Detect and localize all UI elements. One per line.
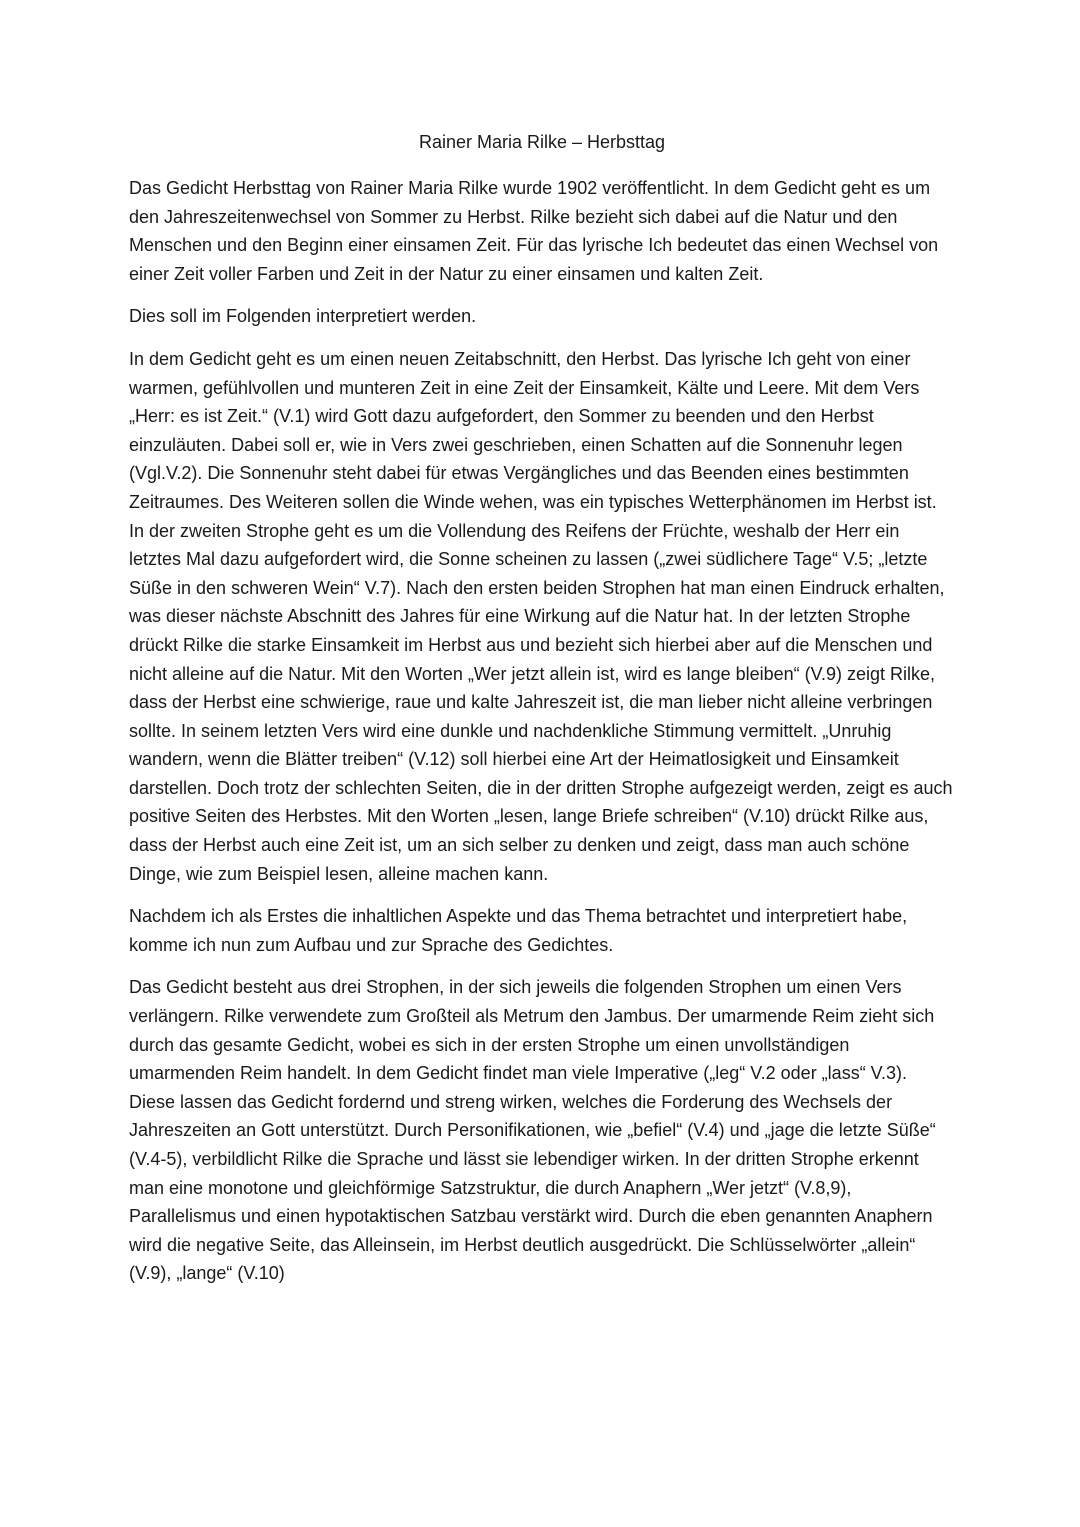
paragraph-content-interpretation: In dem Gedicht geht es um einen neuen Zeitabschnitt, den Herbst. Das lyrische Ich geht von einer warmen, gefühlvollen und munteren Zeit in eine Zeit der Einsamkeit, Kälte und Leere. Mit dem Vers „Herr: es ist Zeit.“ (V.1) wird Gott dazu aufgefordert, den Sommer zu beenden und den Herbst einzuläuten. Dabei soll er, wie in Vers zwei geschrieben, einen Schatten auf die Sonnenuhr legen (Vgl.V.2). Die Sonnenuhr steht dabei für etwas Vergängliches und das Beenden eines bestimmten Zeitraumes. Des Weiteren sollen die Winde wehen, was ein typisches Wetterphänomen im Herbst ist. In der zweiten Strophe geht es um die Vollendung des Reifens der Früchte, weshalb der Herr ein letztes Mal dazu aufgefordert wird, die Sonne scheinen zu lassen („zwei südlichere Tage“ V.5; „letzte Süße in den schweren Wein“ V.7). Nach den ersten beiden Strophen hat man einen Eindruck erhalten, was dieser nächste Abschnitt des Jahres für eine Wirkung auf die Natur hat. In der letzten Strophe drückt Rilke die starke Einsamkeit im Herbst aus und bezieht sich hierbei aber auf die Menschen und nicht alleine auf die Natur. Mit den Worten „Wer jetzt allein ist, wird es lange bleiben“ (V.9) zeigt Rilke, dass der Herbst eine schwierige, raue und kalte Jahreszeit ist, die man lieber nicht alleine verbringen sollte. In seinem letzten Vers wird eine dunkle und nachdenkliche Stimmung vermittelt. „Unruhig wandern, wenn die Blätter treiben“ (V.12) soll hierbei eine Art der Heimatlosigkeit und Einsamkeit darstellen. Doch trotz der schlechten Seiten, die in der dritten Strophe aufgezeigt werden, zeigt es auch positive Seiten des Herbstes. Mit den Worten „lesen, lange Briefe schreiben“ (V.10) drückt Rilke aus, dass der Herbst auch eine Zeit ist, um an sich selber zu denken und zeigt, dass man auch schöne Dinge, wie zum Beispiel lesen, alleine machen kann.	[129, 348, 953, 884]
document-title: Rainer Maria Rilke – Herbsttag	[418, 132, 666, 152]
document-body	[129, 128, 955, 1302]
paragraph-introduction: Das Gedicht Herbsttag von Rainer Maria Rilke wurde 1902 veröffentlicht. In dem Gedicht geht es um den Jahreszeitenwechsel von Sommer zu Herbst. Rilke bezieht sich dabei auf die Natur und den Menschen und den Beginn einer einsamen Zeit. Für das lyrische Ich bedeutet das einen Wechsel von einer Zeit voller Farben und Zeit in der Natur zu einer einsamen und kalten Zeit.	[129, 178, 939, 284]
paragraph-transition: Dies soll im Folgenden interpretiert werden.	[129, 306, 477, 327]
paragraph-structure-language: Das Gedicht besteht aus drei Strophen, in der sich jeweils die folgenden Strophen um einen Vers verlängern. Rilke verwendete zum Großteil als Metrum den Jambus. Der umarmende Reim zieht sich durch das gesamte Gedicht, wobei es sich in der ersten Strophe um einen unvollständigen umarmenden Reim handelt. In dem Gedicht findet man viele Imperative („leg“ V.2 oder „lass“ V.3). Diese lassen das Gedicht fordernd und streng wirken, welches die Forderung des Wechsels der Jahreszeiten an Gott unterstützt. Durch Personifikationen, wie „befiel“ (V.4) und „jage die letzte Süße“ (V.4-5), verbildlicht Rilke die Sprache und lässt sie lebendiger wirken. In der dritten Strophe erkennt man eine monotone und gleichförmige Satzstruktur, die durch Anaphern „Wer jetzt“ (V.8,9), Parallelismus und einen hypotaktischen Satzbau verstärkt wird. Durch die eben genannten Anaphern wird die negative Seite, das Alleinsein, im Herbst deutlich ausgedrückt. Die Schlüsselwörter „allein“ (V.9), „lange“ (V.10)	[129, 977, 936, 1284]
paragraph-structure-transition: Nachdem ich als Erstes die inhaltlichen Aspekte und das Thema betrachtet und interpretiert habe, komme ich nun zum Aufbau und zur Sprache des Gedichtes.	[129, 906, 908, 955]
